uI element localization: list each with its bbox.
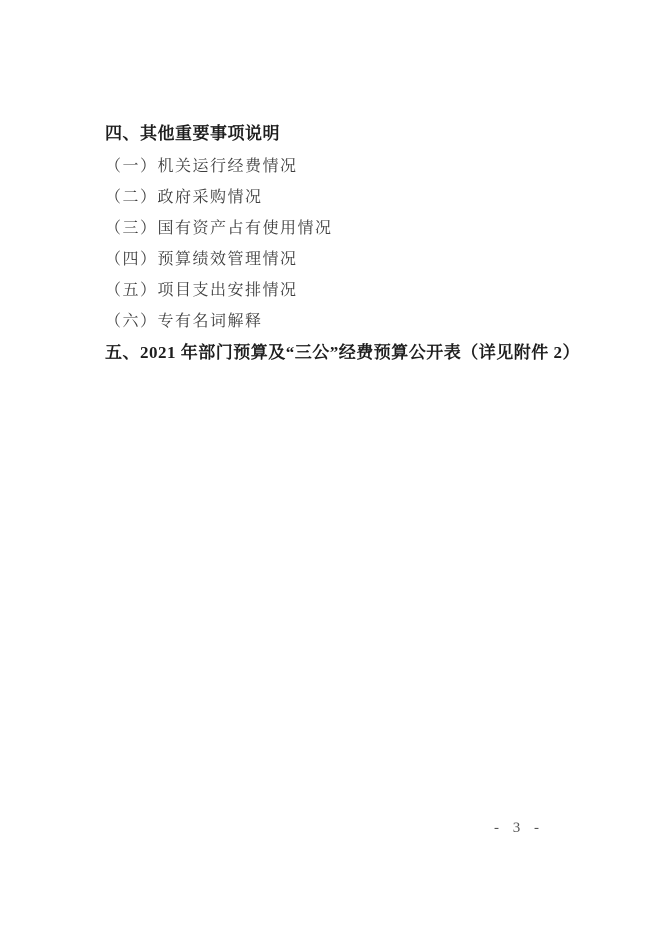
toc-item-1: （一）机关运行经费情况 <box>105 158 298 175</box>
page-number: - 3 - <box>494 820 544 836</box>
toc-item-5: （五）项目支出安排情况 <box>105 282 298 299</box>
toc-item-3: （三）国有资产占有使用情况 <box>105 220 333 237</box>
section-heading-five: 五、2021 年部门预算及“三公”经费预算公开表（详见附件 2） <box>105 343 580 362</box>
section-heading-four: 四、其他重要事项说明 <box>105 124 280 143</box>
toc-item-6: （六）专有名词解释 <box>105 313 263 330</box>
toc-item-2: （二）政府采购情况 <box>105 189 263 206</box>
toc-item-4: （四）预算绩效管理情况 <box>105 251 298 268</box>
document-content <box>105 124 607 363</box>
